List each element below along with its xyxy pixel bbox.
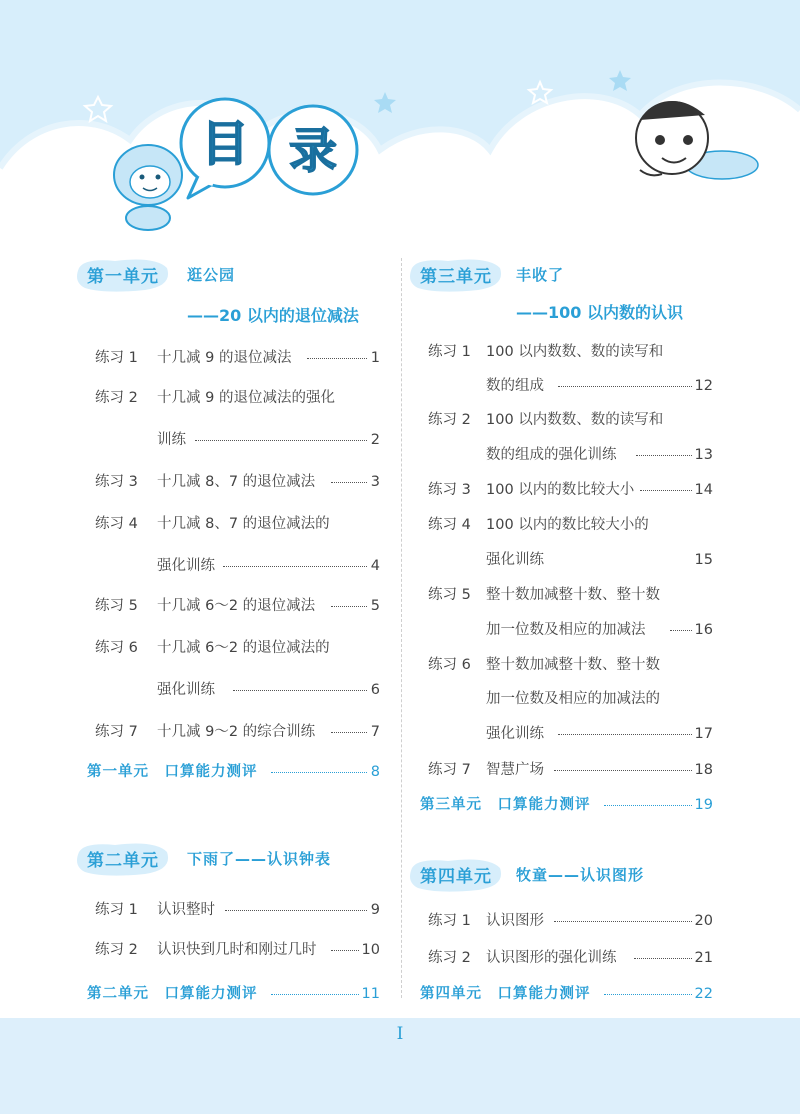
dot-leader — [604, 805, 692, 806]
dot-leader — [554, 921, 692, 922]
entry-text: 100 以内数数、数的读写和 — [486, 344, 664, 360]
entry-label: 练习 2 — [428, 950, 471, 966]
entry-text: 十几减 6～2 的退位减法的 — [157, 640, 330, 656]
unit-4-header — [408, 858, 708, 892]
dot-leader — [604, 994, 692, 995]
header-illustration — [0, 0, 800, 250]
entry-label: 练习 2 — [95, 390, 138, 406]
entry-text: 100 以内数数、数的读写和 — [486, 412, 664, 428]
unit-1-title: 逛公园 — [187, 266, 236, 284]
entry-label: 练习 4 — [428, 517, 471, 533]
dot-leader — [307, 358, 367, 359]
entry-text: 十几减 6～2 的退位减法 — [157, 598, 316, 614]
entry-text-continued: 数的组成的强化训练 — [486, 447, 617, 463]
entry-text: 十几减 9～2 的综合训练 — [157, 724, 316, 740]
test-page: 11 — [361, 986, 380, 1002]
entry-text-continued: 强化训练 — [486, 552, 544, 568]
entry-text: 十几减 8、7 的退位减法的 — [157, 516, 330, 532]
entry-page: 18 — [694, 762, 713, 778]
entry-text-continued: 数的组成 — [486, 378, 544, 394]
entry-label: 练习 7 — [95, 724, 138, 740]
dot-leader — [554, 770, 692, 771]
unit-1-header — [75, 258, 375, 292]
page-number: I — [396, 1024, 404, 1044]
entry-text-continued: 强化训练 — [157, 558, 215, 574]
unit-3-header — [408, 258, 708, 292]
toc-entry[interactable] — [408, 410, 718, 466]
toc-entry[interactable] — [408, 342, 718, 398]
entry-page: 20 — [694, 913, 713, 929]
entry-page: 5 — [370, 598, 380, 614]
test-label: 第四单元 口算能力测评 — [420, 986, 591, 1002]
toc-entry[interactable] — [75, 638, 385, 698]
dot-leader — [331, 606, 367, 607]
toc-entry[interactable] — [75, 388, 385, 448]
title-char-2: 录 — [288, 123, 338, 179]
entry-page: 10 — [361, 942, 380, 958]
entry-label: 练习 3 — [428, 482, 471, 498]
entry-label: 练习 4 — [95, 516, 138, 532]
column-divider — [401, 258, 402, 998]
entry-label: 练习 3 — [95, 474, 138, 490]
entry-text-continued: 训练 — [157, 432, 186, 448]
dot-leader — [331, 732, 367, 733]
entry-text: 智慧广场 — [486, 762, 544, 778]
entry-page: 3 — [370, 474, 380, 490]
unit-4-title: 牧童——认识图形 — [516, 866, 645, 884]
entry-page: 9 — [370, 902, 380, 918]
dot-leader — [558, 734, 692, 735]
unit-1-label: 第一单元 — [87, 267, 159, 287]
toc-entry[interactable] — [408, 585, 718, 641]
entry-text: 认识快到几时和刚过几时 — [157, 942, 317, 958]
dot-leader — [271, 994, 359, 995]
entry-page: 16 — [694, 622, 713, 638]
dot-leader — [640, 490, 692, 491]
unit-1-subtitle: ——20 以内的退位减法 — [187, 306, 359, 325]
unit-3-title: 丰收了 — [516, 266, 565, 284]
entry-text-continued: 强化训练 — [157, 682, 215, 698]
entry-text-continued: 强化训练 — [486, 726, 544, 742]
unit-3-subtitle: ——100 以内数的认识 — [516, 303, 683, 322]
entry-label: 练习 1 — [95, 902, 138, 918]
entry-page: 4 — [370, 558, 380, 574]
entry-text-continued: 加一位数及相应的加减法的 — [486, 691, 660, 707]
title-char-1: 目 — [200, 116, 250, 172]
entry-text: 十几减 9 的退位减法的强化 — [157, 390, 335, 406]
toc-entry[interactable] — [75, 514, 385, 574]
entry-label: 练习 1 — [95, 350, 138, 366]
test-page: 19 — [694, 797, 713, 813]
test-label: 第二单元 口算能力测评 — [87, 986, 258, 1002]
test-page: 22 — [694, 986, 713, 1002]
entry-label: 练习 6 — [428, 657, 471, 673]
toc-entry[interactable] — [408, 515, 718, 571]
entry-text: 100 以内的数比较大小的 — [486, 517, 649, 533]
test-label: 第三单元 口算能力测评 — [420, 797, 591, 813]
entry-page: 1 — [370, 350, 380, 366]
dot-leader — [331, 950, 359, 951]
dot-leader — [331, 482, 367, 483]
entry-label: 练习 5 — [95, 598, 138, 614]
entry-page: 14 — [694, 482, 713, 498]
entry-text-continued: 加一位数及相应的加减法 — [486, 622, 646, 638]
dot-leader — [636, 455, 692, 456]
entry-label: 练习 1 — [428, 344, 471, 360]
unit-2-header — [75, 842, 375, 876]
dot-leader — [558, 386, 692, 387]
entry-text: 认识图形的强化训练 — [486, 950, 617, 966]
dot-leader — [670, 630, 692, 631]
entry-text: 十几减 8、7 的退位减法 — [157, 474, 316, 490]
dot-leader — [634, 958, 692, 959]
dot-leader — [195, 440, 367, 441]
unit-3-label: 第三单元 — [420, 267, 492, 287]
unit-2-title: 下雨了——认识钟表 — [187, 850, 332, 868]
dot-leader — [225, 910, 367, 911]
entry-label: 练习 1 — [428, 913, 471, 929]
entry-text: 认识图形 — [486, 913, 544, 929]
entry-text: 100 以内的数比较大小 — [486, 482, 635, 498]
entry-label: 练习 6 — [95, 640, 138, 656]
entry-label: 练习 5 — [428, 587, 471, 603]
unit-4-label: 第四单元 — [420, 867, 492, 887]
entry-page: 15 — [694, 552, 713, 568]
entry-text: 十几减 9 的退位减法 — [157, 350, 292, 366]
entry-page: 6 — [370, 682, 380, 698]
entry-page: 17 — [694, 726, 713, 742]
entry-text: 整十数加减整十数、整十数 — [486, 657, 660, 673]
entry-page: 2 — [370, 432, 380, 448]
dot-leader — [271, 772, 367, 773]
unit-2-label: 第二单元 — [87, 851, 159, 871]
entry-page: 21 — [694, 950, 713, 966]
dot-leader — [233, 690, 367, 691]
entry-label: 练习 2 — [428, 412, 471, 428]
entry-page: 12 — [694, 378, 713, 394]
entry-label: 练习 2 — [95, 942, 138, 958]
test-page: 8 — [370, 764, 380, 780]
entry-page: 13 — [694, 447, 713, 463]
entry-text: 整十数加减整十数、整十数 — [486, 587, 660, 603]
entry-page: 7 — [370, 724, 380, 740]
dot-leader — [223, 566, 367, 567]
entry-label: 练习 7 — [428, 762, 471, 778]
test-label: 第一单元 口算能力测评 — [87, 764, 258, 780]
entry-text: 认识整时 — [157, 902, 215, 918]
toc-entry[interactable] — [408, 655, 718, 745]
